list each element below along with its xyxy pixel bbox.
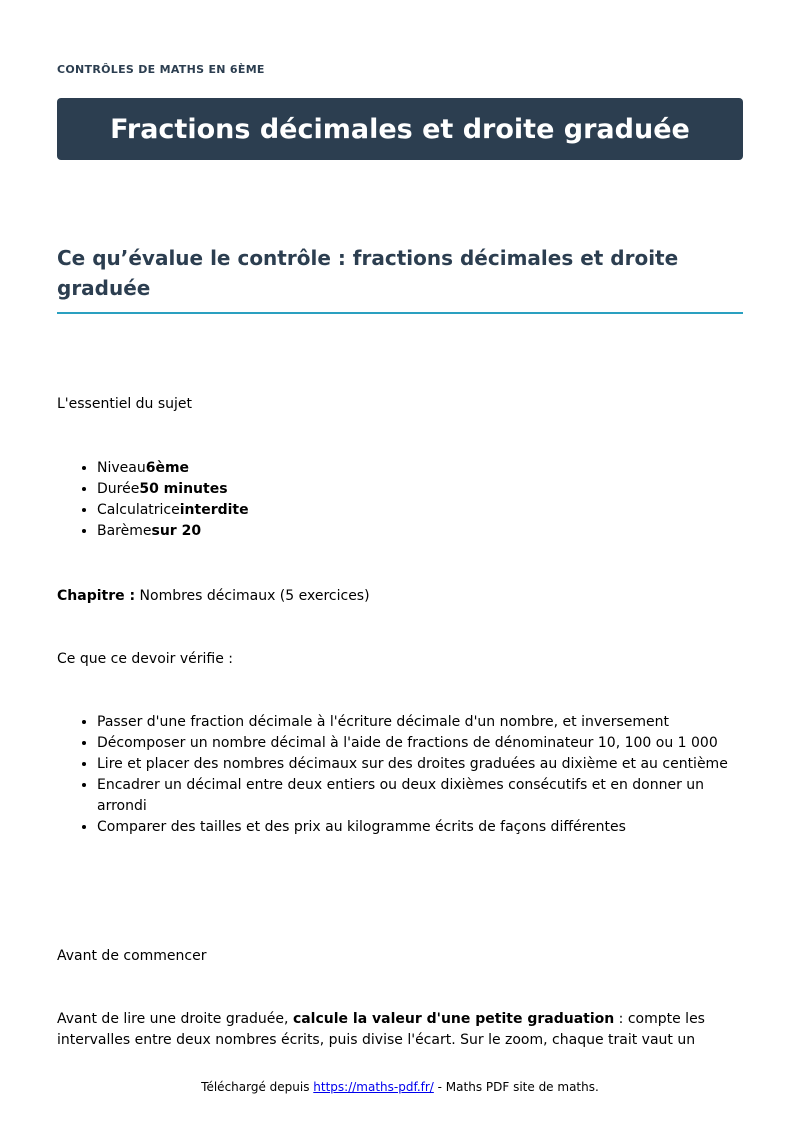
item-value: 6ème	[145, 460, 190, 476]
chapitre-label: Chapitre :	[57, 588, 136, 604]
item-value: sur 20	[151, 523, 202, 539]
avant-text-end: : compte les intervalles entre deux nombres écrits, puis divise l'écart. Sur le zoom, chaque trait vaut un	[57, 1011, 705, 1048]
essentiel-list	[57, 458, 743, 542]
category-label: CONTRÔLES DE MATHS EN 6ÈME	[57, 63, 265, 76]
chapitre-value: Nombres décimaux (5 exercices)	[135, 588, 370, 604]
avant-text-bold: calcule la valeur d'une petite graduation	[292, 1011, 615, 1027]
essentiel-label: L'essentiel du sujet	[57, 396, 193, 412]
page-title: Fractions décimales et droite graduée	[110, 113, 690, 145]
list-item	[97, 479, 743, 500]
verifie-label: Ce que ce devoir vérifie :	[57, 651, 234, 667]
item-key: Barème	[97, 523, 152, 539]
title-banner	[57, 98, 743, 160]
list-item: • Encadrer un décimal entre deux entiers ou deux dixièmes consécutifs et en donner un arrondi	[97, 775, 743, 817]
avant-label: Avant de commencer	[57, 948, 207, 964]
verifie-list	[57, 712, 743, 838]
footer-suffix: - Maths PDF site de maths.	[433, 1080, 599, 1094]
footer-prefix: Téléchargé depuis	[201, 1080, 314, 1094]
footer	[0, 1080, 800, 1094]
list-item	[97, 521, 743, 542]
list-item: • Lire et placer des nombres décimaux sur des droites graduées au dixième et au centième	[97, 754, 743, 775]
list-item: • Passer d'une fraction décimale à l'écriture décimale d'un nombre, et inversement	[97, 712, 743, 733]
section-heading: Ce qu’évalue le contrôle : fractions décimales et droite graduée	[57, 243, 743, 314]
item-key: Calculatrice	[97, 502, 180, 518]
chapitre-line	[57, 586, 370, 607]
footer-link[interactable]: https://maths-pdf.fr/	[313, 1080, 434, 1094]
avant-text-start: Avant de lire une droite graduée,	[57, 1011, 293, 1027]
avant-paragraph	[57, 1009, 743, 1051]
list-item	[97, 458, 743, 479]
item-key: Durée	[97, 481, 140, 497]
list-item: • Comparer des tailles et des prix au kilogramme écrits de façons différentes	[97, 817, 743, 838]
item-value: 50 minutes	[139, 481, 228, 497]
item-value: interdite	[179, 502, 249, 518]
item-key: Niveau	[97, 460, 146, 476]
list-item	[97, 500, 743, 521]
list-item: • Décomposer un nombre décimal à l'aide de fractions de dénominateur 10, 100 ou 1 000	[97, 733, 743, 754]
